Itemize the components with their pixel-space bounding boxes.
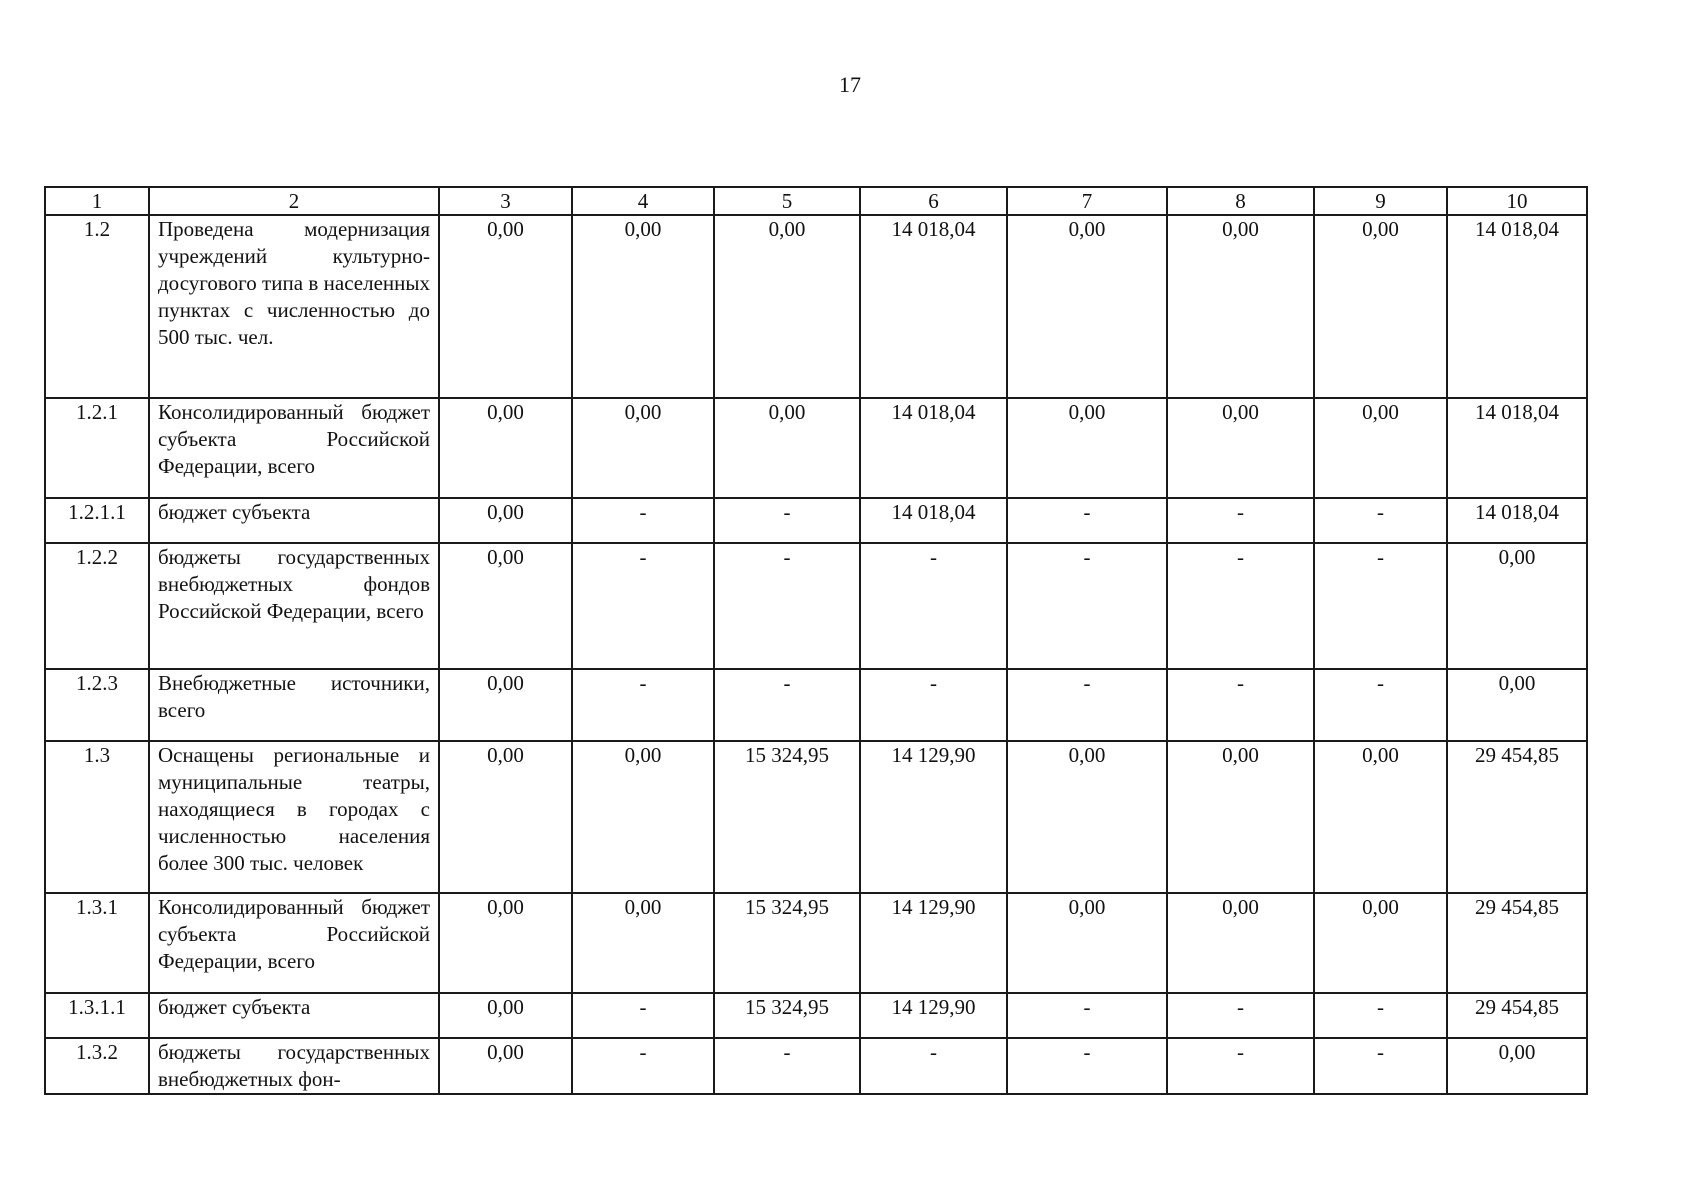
- table-row: [45, 1038, 1587, 1094]
- value-cell: -: [1007, 543, 1167, 669]
- value-cell: 0,00: [714, 398, 860, 498]
- row-label: Проведена модернизация учреждений культурно-досугового типа в населенных пунктах с численностью до 500 тыс. чел.: [149, 215, 439, 398]
- column-header: 4: [572, 187, 714, 215]
- column-number-row: [45, 187, 1587, 215]
- row-label: Внебюджетные источники, всего: [149, 669, 439, 741]
- column-header: 5: [714, 187, 860, 215]
- value-cell: 0,00: [1167, 215, 1314, 398]
- total-cell: 29 454,85: [1447, 993, 1587, 1038]
- total-cell: 0,00: [1447, 669, 1587, 741]
- value-cell: -: [714, 1038, 860, 1094]
- column-header: 3: [439, 187, 572, 215]
- row-code: 1.2.3: [45, 669, 149, 741]
- column-header: 1: [45, 187, 149, 215]
- value-cell: 14 129,90: [860, 741, 1007, 893]
- value-cell: 0,00: [1007, 215, 1167, 398]
- value-cell: 0,00: [439, 893, 572, 993]
- value-cell: 14 018,04: [860, 398, 1007, 498]
- value-cell: -: [860, 543, 1007, 669]
- value-cell: -: [1167, 669, 1314, 741]
- table-row: [45, 215, 1587, 398]
- budget-table: [44, 186, 1588, 1095]
- value-cell: 0,00: [439, 498, 572, 543]
- table-row: [45, 398, 1587, 498]
- value-cell: -: [860, 1038, 1007, 1094]
- table-row: [45, 993, 1587, 1038]
- value-cell: 14 018,04: [860, 215, 1007, 398]
- value-cell: 0,00: [1314, 741, 1447, 893]
- row-code: 1.2.1: [45, 398, 149, 498]
- row-label: бюджет субъекта: [149, 993, 439, 1038]
- value-cell: 0,00: [439, 669, 572, 741]
- value-cell: 15 324,95: [714, 741, 860, 893]
- column-header: 7: [1007, 187, 1167, 215]
- value-cell: -: [1314, 498, 1447, 543]
- value-cell: -: [1167, 498, 1314, 543]
- total-cell: 29 454,85: [1447, 741, 1587, 893]
- value-cell: 0,00: [439, 215, 572, 398]
- row-label: бюджеты государственных внебюджетных фондов Российской Федерации, всего: [149, 543, 439, 669]
- value-cell: -: [1167, 1038, 1314, 1094]
- value-cell: -: [572, 543, 714, 669]
- value-cell: 0,00: [1167, 741, 1314, 893]
- row-label: бюджеты государственных внебюджетных фон-: [149, 1038, 439, 1094]
- value-cell: -: [1314, 669, 1447, 741]
- row-code: 1.2.1.1: [45, 498, 149, 543]
- value-cell: -: [1314, 543, 1447, 669]
- total-cell: 0,00: [1447, 543, 1587, 669]
- value-cell: 14 129,90: [860, 993, 1007, 1038]
- row-code: 1.3.1: [45, 893, 149, 993]
- value-cell: 0,00: [439, 741, 572, 893]
- value-cell: 0,00: [572, 398, 714, 498]
- column-header: 8: [1167, 187, 1314, 215]
- value-cell: 14 018,04: [860, 498, 1007, 543]
- value-cell: -: [1167, 543, 1314, 669]
- value-cell: 0,00: [1314, 215, 1447, 398]
- column-header: 9: [1314, 187, 1447, 215]
- value-cell: 0,00: [1314, 893, 1447, 993]
- value-cell: 15 324,95: [714, 893, 860, 993]
- table-row: [45, 741, 1587, 893]
- page-number: 17: [839, 72, 861, 97]
- value-cell: 0,00: [439, 993, 572, 1038]
- table-row: [45, 498, 1587, 543]
- row-code: 1.2.2: [45, 543, 149, 669]
- value-cell: 0,00: [1167, 398, 1314, 498]
- row-label: бюджет субъекта: [149, 498, 439, 543]
- table-row: [45, 669, 1587, 741]
- value-cell: -: [1007, 669, 1167, 741]
- column-header: 2: [149, 187, 439, 215]
- value-cell: 0,00: [439, 543, 572, 669]
- row-label: Консолидированный бюджет субъекта Российской Федерации, всего: [149, 893, 439, 993]
- value-cell: -: [714, 669, 860, 741]
- total-cell: 14 018,04: [1447, 498, 1587, 543]
- value-cell: -: [1007, 993, 1167, 1038]
- value-cell: -: [1007, 498, 1167, 543]
- value-cell: 15 324,95: [714, 993, 860, 1038]
- value-cell: 0,00: [714, 215, 860, 398]
- value-cell: -: [1314, 1038, 1447, 1094]
- column-header: 6: [860, 187, 1007, 215]
- value-cell: -: [714, 543, 860, 669]
- value-cell: 0,00: [572, 741, 714, 893]
- value-cell: 0,00: [1314, 398, 1447, 498]
- value-cell: 0,00: [439, 398, 572, 498]
- column-header: 10: [1447, 187, 1587, 215]
- value-cell: 0,00: [1167, 893, 1314, 993]
- table-row: [45, 893, 1587, 993]
- row-code: 1.3.2: [45, 1038, 149, 1094]
- total-cell: 29 454,85: [1447, 893, 1587, 993]
- row-label: Оснащены региональные и муниципальные театры, находящиеся в городах с численностью населения более 300 тыс. человек: [149, 741, 439, 893]
- row-code: 1.3: [45, 741, 149, 893]
- row-code: 1.3.1.1: [45, 993, 149, 1038]
- value-cell: -: [714, 498, 860, 543]
- value-cell: -: [572, 498, 714, 543]
- value-cell: -: [572, 993, 714, 1038]
- value-cell: -: [572, 1038, 714, 1094]
- row-code: 1.2: [45, 215, 149, 398]
- value-cell: -: [1007, 1038, 1167, 1094]
- total-cell: 14 018,04: [1447, 215, 1587, 398]
- value-cell: 0,00: [439, 1038, 572, 1094]
- total-cell: 14 018,04: [1447, 398, 1587, 498]
- value-cell: 0,00: [1007, 893, 1167, 993]
- value-cell: -: [860, 669, 1007, 741]
- value-cell: 0,00: [1007, 741, 1167, 893]
- total-cell: 0,00: [1447, 1038, 1587, 1094]
- value-cell: -: [1314, 993, 1447, 1038]
- value-cell: 0,00: [1007, 398, 1167, 498]
- value-cell: -: [572, 669, 714, 741]
- row-label: Консолидированный бюджет субъекта Российской Федерации, всего: [149, 398, 439, 498]
- value-cell: 14 129,90: [860, 893, 1007, 993]
- value-cell: -: [1167, 993, 1314, 1038]
- table-row: [45, 543, 1587, 669]
- value-cell: 0,00: [572, 215, 714, 398]
- value-cell: 0,00: [572, 893, 714, 993]
